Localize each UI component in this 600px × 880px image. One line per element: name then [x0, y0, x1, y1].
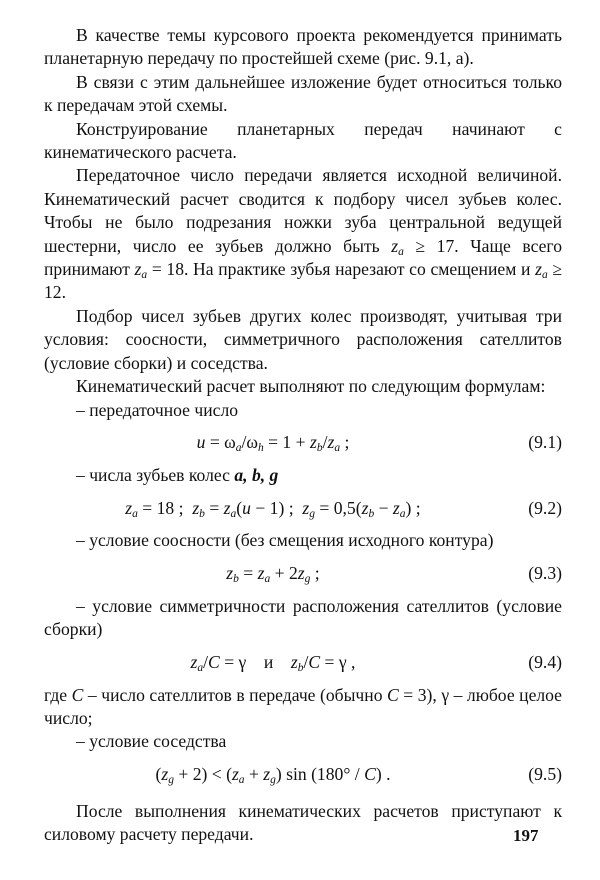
formula-9-3: $z_b = z_a + 2z_g$ ; — [226, 563, 320, 586]
equation-9-2 — [44, 491, 562, 525]
page-number: 197 — [513, 826, 539, 845]
paragraph-formulas-intro: Кинематический расчет выполняют по следующим формулам: — [76, 376, 546, 397]
equation-number: (9.5) — [528, 764, 562, 785]
cond-sub: a — [541, 269, 548, 282]
paragraph-tooth-selection: Подбор чисел зубьев других колес производят, учитывая три условия: соосности, симметричного расположения сателлитов (условие сборки) и соседства. — [44, 305, 562, 373]
equation-9-5 — [44, 758, 562, 792]
list-item-neighborhood: – условие соседства — [76, 731, 227, 752]
equation-number: (9.3) — [528, 563, 562, 584]
paragraph-gear-ratio — [44, 164, 562, 304]
gear-ratio-text: Передаточное число передачи является исходной величиной. Кинематический расчет сводится к подбору чисел зубьев колес. Чтобы не было подрезания ножки зуба центральной ведущей шестерни, число ее зубьев должно быть — [44, 165, 562, 256]
cond-rel: ≥ 12. — [44, 259, 563, 303]
equation-number: (9.4) — [528, 651, 562, 672]
equation-9-4 — [44, 646, 562, 680]
equation-9-3 — [44, 557, 562, 591]
where-text: = 3), γ – любое целое число; — [44, 684, 562, 728]
formula-9-2: $z_a = 18$ ; $z_b = z_a(u - 1)$ ; $z_g = 0,5(z_b - z_a)$ ; — [125, 497, 421, 520]
cond-var: z — [535, 259, 542, 280]
cond-rel: = 18. На практике зубья нарезают со смещением и — [147, 259, 536, 280]
list-item-tooth-numbers — [44, 464, 562, 487]
formula-9-1: $u = \omega_a/\omega_h = 1 + z_b/z_a$ ; — [196, 432, 350, 455]
cond-sub: a — [398, 245, 404, 258]
var-C: C — [387, 684, 399, 705]
formula-9-4: $z_a/C = \gamma$ и $z_b/C = \gamma$ , — [190, 651, 356, 674]
where-text: где — [44, 684, 72, 705]
paragraph-design-start: Конструирование планетарных передач начинают с кинематического расчета. — [44, 118, 562, 163]
gear-letters: a, b, g — [234, 464, 279, 485]
cond-sub: a — [141, 269, 148, 282]
cond-var: z — [134, 259, 142, 280]
list-item-symmetry: – условие симметричности расположения сателлитов (условие сборки) — [44, 595, 562, 640]
paragraph-scheme-note: В связи с этим дальнейшее изложение будет относиться только к передачам этой схемы. — [44, 71, 562, 116]
list-item-ratio: – передаточное число — [76, 399, 239, 420]
conjunction: и — [263, 651, 274, 672]
var-C: C — [71, 684, 84, 705]
list-item-text: – числа зубьев колес — [76, 464, 235, 485]
paragraph-course-topic: В качестве темы курсового проекта рекомендуется принимать планетарную передачу по простейшей схеме (рис. 9.1, а). — [44, 25, 562, 69]
cond-rel: ≥ 17. Чаще всего принимают — [44, 235, 563, 280]
cond-var: z — [391, 235, 399, 256]
list-item-coaxial: – условие соосности (без смещения исходного контура) — [76, 530, 494, 551]
document-page — [44, 24, 562, 847]
paragraph-final: После выполнения кинематических расчетов приступают к силовому расчету передачи. — [44, 800, 562, 845]
equation-number: (9.2) — [528, 497, 562, 518]
formula-9-5: $(z_g + 2) < (z_a + z_g)$ sin (180° / C) . — [155, 764, 391, 787]
paragraph-where — [44, 684, 562, 731]
equation-9-1 — [44, 426, 562, 460]
where-text: – число сателлитов в передаче (обычно — [83, 684, 388, 705]
equation-number: (9.1) — [528, 432, 562, 453]
